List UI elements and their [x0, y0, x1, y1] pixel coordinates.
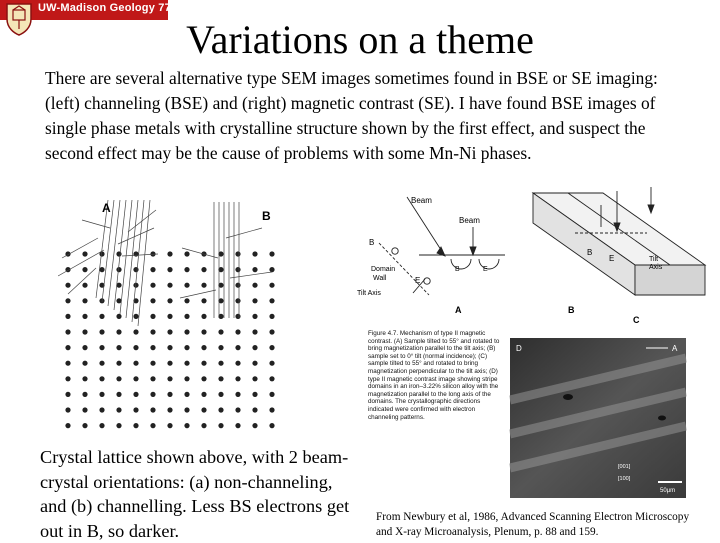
lattice-dot: [99, 267, 104, 272]
lattice-dot: [201, 283, 206, 288]
lattice-dot: [269, 298, 274, 303]
lattice-dot: [218, 423, 223, 428]
lattice-dot: [82, 283, 87, 288]
lattice-dot: [65, 376, 70, 381]
lattice-dot: [167, 376, 172, 381]
symbol-e-1: E: [415, 276, 421, 285]
lattice-dot: [82, 376, 87, 381]
domain-wall-label-1: Domain: [371, 266, 396, 273]
lattice-dot: [252, 298, 257, 303]
block-symbol-e: E: [609, 254, 615, 263]
lattice-dot: [218, 376, 223, 381]
lattice-dot: [167, 423, 172, 428]
electron-ray: [102, 200, 114, 302]
electron-ray: [138, 200, 150, 326]
lattice-dot: [184, 251, 189, 256]
lattice-dot: [218, 407, 223, 412]
lattice-dot: [150, 329, 155, 334]
lattice-dot: [116, 329, 121, 334]
beam-label-2: Beam: [459, 216, 480, 225]
lattice-dot: [150, 283, 155, 288]
lattice-dot: [150, 267, 155, 272]
lattice-dot: [201, 314, 206, 319]
lattice-dot: [133, 423, 138, 428]
lattice-dot: [116, 345, 121, 350]
lattice-dot: [167, 407, 172, 412]
tilt-axis-block-label-1: Tilt: [649, 256, 659, 263]
lattice-dot: [116, 314, 121, 319]
lattice-dot: [252, 423, 257, 428]
panel-label-c: C: [633, 315, 640, 325]
lattice-dot: [150, 392, 155, 397]
lattice-dot: [235, 329, 240, 334]
lattice-label-b: B: [262, 209, 271, 223]
lattice-dot: [201, 423, 206, 428]
tilted-sample-block: [533, 187, 705, 295]
lattice-dot: [269, 267, 274, 272]
lattice-dot: [116, 267, 121, 272]
lattice-dot: [133, 329, 138, 334]
lattice-dot: [269, 314, 274, 319]
domain-wall-label-2: Wall: [373, 275, 387, 282]
lattice-dot: [184, 329, 189, 334]
scale-bar-label: 50µm: [660, 488, 676, 494]
lattice-dot: [201, 329, 206, 334]
magnetic-contrast-schematic: [355, 183, 715, 328]
lattice-dot: [82, 407, 87, 412]
trajectory-arc-1: [451, 259, 471, 269]
lattice-dot: [167, 361, 172, 366]
block-symbol-b: B: [587, 248, 593, 257]
lattice-dot: [235, 283, 240, 288]
magnetic-contrast-micrograph-figure: [368, 330, 688, 506]
lattice-dot: [65, 423, 70, 428]
beam-arrow-1: [407, 197, 443, 253]
lattice-dot: [235, 314, 240, 319]
lattice-channeling-figure: [58, 198, 298, 440]
lattice-dot: [133, 267, 138, 272]
lattice-dot: [65, 329, 70, 334]
lattice-dot: [150, 407, 155, 412]
lattice-dot: [184, 314, 189, 319]
lattice-dot: [65, 345, 70, 350]
lattice-dot: [201, 298, 206, 303]
lattice-dot: [252, 267, 257, 272]
electron-ray-group: [58, 200, 272, 326]
lattice-dot: [116, 392, 121, 397]
lattice-dot: [235, 361, 240, 366]
lattice-dot: [201, 392, 206, 397]
lattice-dot: [65, 407, 70, 412]
lattice-dot: [82, 251, 87, 256]
lattice-dot: [269, 407, 274, 412]
tilt-axis-block-label-2: Axis: [649, 264, 663, 271]
lattice-dot: [201, 376, 206, 381]
lattice-dot: [184, 423, 189, 428]
course-label: UW-Madison Geology 777: [38, 2, 178, 14]
lattice-dot: [252, 329, 257, 334]
index-label-2: [100]: [618, 476, 631, 482]
symbol-b-2: B: [455, 266, 460, 273]
lattice-dot: [133, 361, 138, 366]
electron-ray: [58, 250, 104, 276]
electron-ray: [82, 220, 110, 228]
panel-label-a: A: [455, 305, 462, 315]
lattice-dot: [269, 392, 274, 397]
electron-ray: [62, 238, 98, 258]
lattice-dot: [116, 376, 121, 381]
lattice-dot: [82, 298, 87, 303]
index-label-1: [001]: [618, 464, 631, 470]
lattice-dot: [269, 361, 274, 366]
lattice-dot: [167, 298, 172, 303]
lattice-dot: [252, 361, 257, 366]
lattice-dot: [252, 376, 257, 381]
lattice-dot: [269, 329, 274, 334]
panel-label-b: B: [568, 305, 575, 315]
lattice-dot: [65, 361, 70, 366]
lattice-dot: [99, 407, 104, 412]
lattice-label-a: A: [102, 201, 111, 215]
lattice-dot: [167, 267, 172, 272]
lattice-dot: [269, 376, 274, 381]
lattice-dot: [116, 298, 121, 303]
lattice-dot: [167, 329, 172, 334]
lattice-dot: [269, 345, 274, 350]
lattice-dot: [235, 376, 240, 381]
lattice-dot: [133, 345, 138, 350]
defect-spot: [658, 416, 666, 421]
lattice-dot: [252, 345, 257, 350]
electron-ray: [118, 228, 154, 244]
lattice-dot: [184, 283, 189, 288]
lattice-dot: [184, 298, 189, 303]
lattice-dot: [65, 314, 70, 319]
lattice-dot: [184, 392, 189, 397]
lattice-dot: [269, 283, 274, 288]
lattice-dot: [252, 407, 257, 412]
intro-paragraph: There are several alternative type SEM images sometimes found in BSE or SE imaging: (left) channeling (BSE) and (right) magnetic contrast (SE). I have found BSE images of single phase metals with crystalline structure shown by the first effect, and suspect the second effect may be the cause of problems with some Mn-Ni phases.: [45, 68, 658, 163]
lattice-dot: [150, 298, 155, 303]
lattice-dot: [252, 283, 257, 288]
lattice-dot: [133, 251, 138, 256]
lattice-dot: [201, 407, 206, 412]
tilt-axis-label: Tilt Axis: [357, 290, 381, 297]
lattice-dot: [150, 314, 155, 319]
lattice-dot: [82, 314, 87, 319]
defect-spot: [563, 394, 573, 400]
electron-ray: [226, 228, 262, 238]
slide-title: Variations on a theme: [186, 17, 534, 62]
electron-ray: [230, 272, 272, 278]
lattice-dot: [82, 329, 87, 334]
symbol-b-1: B: [369, 238, 375, 247]
lattice-dot: [218, 361, 223, 366]
lattice-dot: [252, 392, 257, 397]
lattice-dot: [99, 345, 104, 350]
electron-ray: [120, 200, 132, 314]
lattice-dot: [167, 392, 172, 397]
lattice-dot: [201, 361, 206, 366]
lattice-dot: [218, 392, 223, 397]
lattice-dot: [184, 345, 189, 350]
lattice-dot: [82, 361, 87, 366]
lattice-dot: [201, 345, 206, 350]
lattice-dot: [167, 251, 172, 256]
lattice-dot-grid: [65, 251, 274, 428]
figure-caption-block: Figure 4.7. Mechanism of type II magnetic contrast. (A) Sample tilted to 55° and rotated to bring magnetization parallel to the tilt axis; (B) sample set to 0° tilt (normal incidence); (C) sample tilted to 55° and rotated to bring magnetization perpendicular to the tilt axis; (D) type II magnetic contrast image showing stripe domains in an iron–3.22% silicon alloy with the magnetization parallel to the long axis of the domains. The crystallographic directions indicated were confirmed with electron channeling patterns.: [368, 330, 500, 421]
lattice-dot: [99, 314, 104, 319]
lattice-dot: [82, 392, 87, 397]
symbol-e-2: E: [483, 266, 488, 273]
beam-label-1: Beam: [411, 196, 432, 205]
lattice-dot: [82, 423, 87, 428]
lattice-dot: [133, 376, 138, 381]
lattice-dot: [65, 392, 70, 397]
corner-label-a: A: [672, 344, 678, 353]
electron-ray: [114, 200, 126, 310]
lattice-dot: [99, 361, 104, 366]
lattice-dot: [235, 251, 240, 256]
lattice-dot: [65, 298, 70, 303]
electron-ray: [180, 290, 216, 298]
lattice-dot: [184, 376, 189, 381]
lattice-dot: [167, 283, 172, 288]
lattice-dot: [99, 376, 104, 381]
lattice-dot: [218, 329, 223, 334]
lattice-dot: [252, 251, 257, 256]
lattice-dot: [269, 423, 274, 428]
lattice-dot: [235, 345, 240, 350]
lattice-dot: [184, 361, 189, 366]
lattice-caption: Crystal lattice shown above, with 2 beam-crystal orientations: (a) non-channeling, and (b) channelling. Less BS electrons get out in B, so darker.: [40, 447, 350, 541]
lattice-dot: [218, 345, 223, 350]
lattice-dot: [133, 392, 138, 397]
lattice-dot: [99, 423, 104, 428]
lattice-dot: [235, 423, 240, 428]
trajectory-arc-2: [479, 259, 499, 269]
lattice-dot: [235, 267, 240, 272]
electron-ray: [132, 200, 144, 322]
lattice-dot: [116, 423, 121, 428]
lattice-dot: [235, 298, 240, 303]
lattice-dot: [116, 407, 121, 412]
lattice-dot: [184, 267, 189, 272]
lattice-dot: [150, 423, 155, 428]
lattice-dot: [235, 407, 240, 412]
lattice-dot: [116, 251, 121, 256]
lattice-dot: [99, 329, 104, 334]
corner-label-d: D: [516, 344, 522, 353]
electron-ray: [68, 268, 96, 294]
lattice-dot: [82, 345, 87, 350]
lattice-dot: [65, 283, 70, 288]
lattice-dot: [184, 407, 189, 412]
lattice-dot: [167, 314, 172, 319]
lattice-dot: [201, 267, 206, 272]
lattice-dot: [150, 376, 155, 381]
source-credit: From Newbury et al, 1986, Advanced Scanning Electron Microscopy and X-ray Microanalysis, Plenum, p. 88 and 159.: [376, 511, 690, 538]
lattice-dot: [269, 251, 274, 256]
lattice-dot: [150, 345, 155, 350]
lattice-dot: [133, 314, 138, 319]
lattice-dot: [167, 345, 172, 350]
lattice-dot: [99, 392, 104, 397]
lattice-dot: [116, 361, 121, 366]
lattice-dot: [133, 407, 138, 412]
lattice-dot: [252, 314, 257, 319]
lattice-dot: [235, 392, 240, 397]
lattice-dot: [82, 267, 87, 272]
lattice-dot: [150, 361, 155, 366]
